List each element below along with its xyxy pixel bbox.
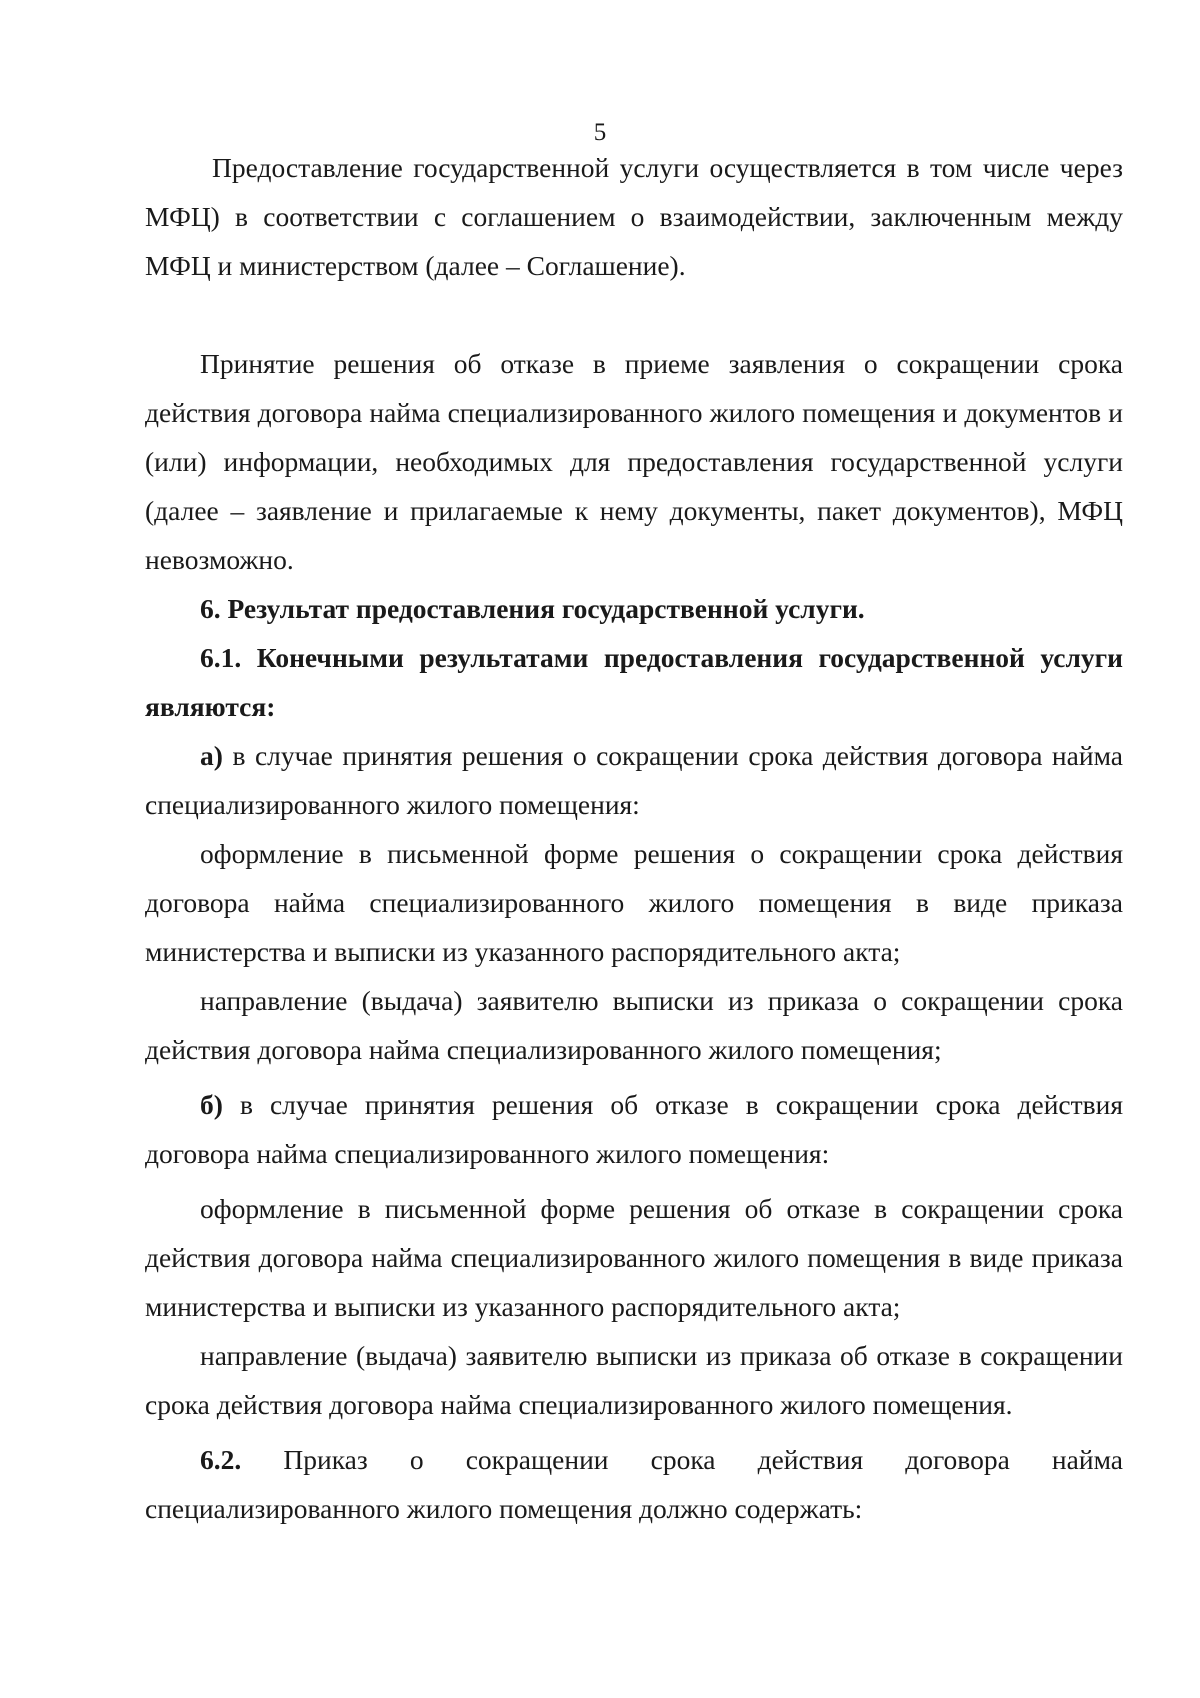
item-b-result-1: оформление в письменной форме решения об отказе в сокращении срока действия договора найма специализированного жилого помещения в виде приказа министерства и выписки из указанного распорядительного акта;	[145, 1193, 1123, 1322]
item-b-text: в случае принятия решения об отказе в сокращении срока действия договора найма специализированного жилого помещения:	[145, 1089, 1123, 1169]
item-a-text: в случае принятия решения о сокращении срока действия договора найма специализированного жилого помещения:	[145, 740, 1123, 820]
section-6-2	[145, 1435, 1123, 1533]
section-6-2-text: Приказ о сокращении срока действия договора найма специализированного жилого помещения должно содержать:	[145, 1444, 1123, 1524]
section-heading-6-1: 6.1. Конечными результатами предоставления государственной услуги являются:	[145, 642, 1123, 722]
page-number: 5	[593, 119, 607, 146]
item-a-label: а)	[200, 740, 223, 771]
section-heading-6: 6. Результат предоставления государственной услуги.	[200, 593, 865, 624]
item-a	[145, 731, 1123, 829]
item-a-result-1: оформление в письменной форме решения о сокращении срока действия договора найма специализированного жилого помещения в виде приказа министерства и выписки из указанного распорядительного акта;	[145, 838, 1123, 967]
item-b	[145, 1080, 1123, 1178]
paragraph-refusal-impossible: Принятие решения об отказе в приеме заявления о сокращении срока действия договора найма специализированного жилого помещения и документов и (или) информации, необходимых для предоставления государственной услуги (далее – заявление и прилагаемые к нему документы, пакет документов), МФЦ невозможно.	[145, 348, 1123, 575]
item-b-label: б)	[200, 1089, 223, 1120]
item-b-result-2: направление (выдача) заявителю выписки из приказа об отказе в сокращении срока действия договора найма специализированного жилого помещения.	[145, 1340, 1123, 1420]
document-body	[145, 143, 1123, 1533]
section-6-2-label: 6.2.	[200, 1444, 242, 1475]
item-a-result-2: направление (выдача) заявителю выписки из приказа о сокращении срока действия договора найма специализированного жилого помещения;	[145, 985, 1123, 1065]
paragraph-mfc-service: Предоставление государственной услуги осуществляется в том числе через МФЦ) в соответствии с соглашением о взаимодействии, заключенным между МФЦ и министерством (далее – Соглашение).	[145, 152, 1123, 281]
